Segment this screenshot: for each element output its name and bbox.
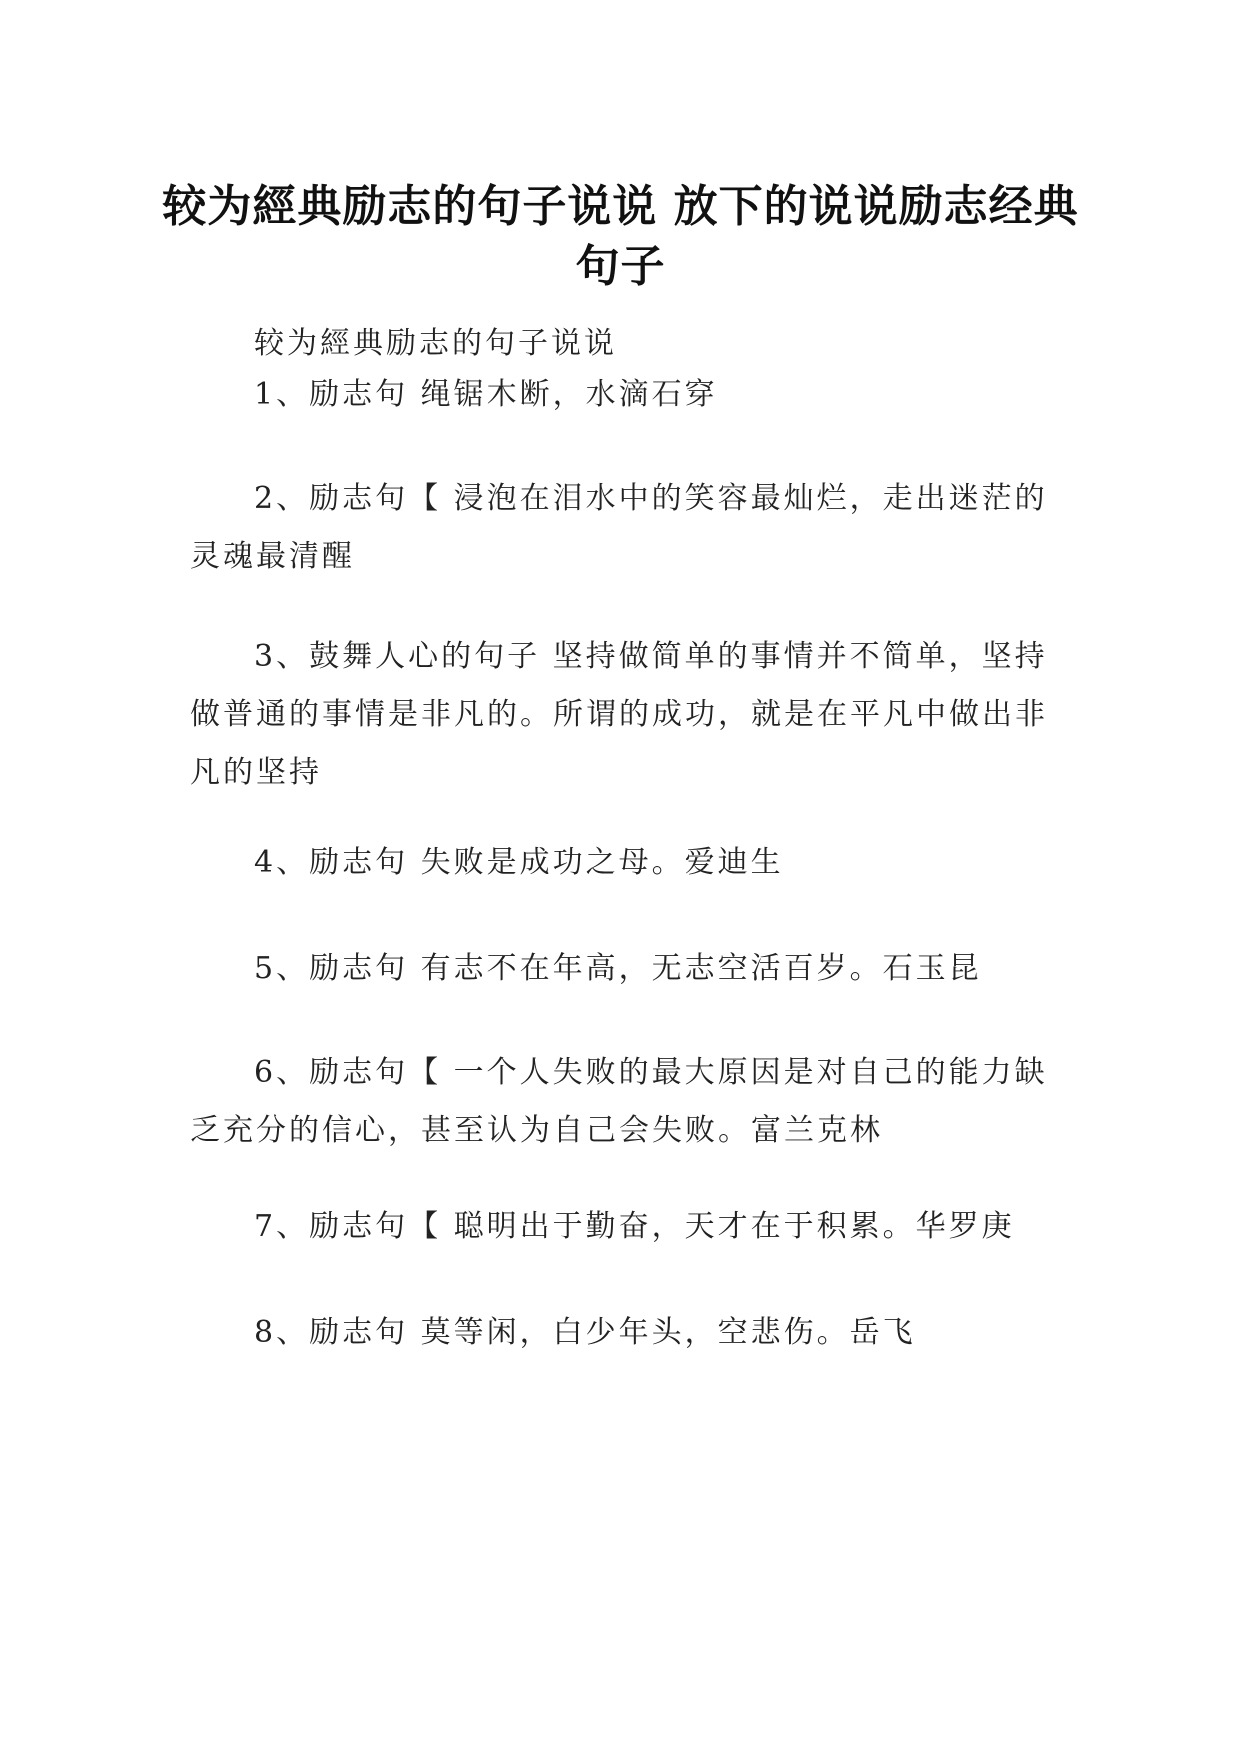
intro-line: 较为經典励志的句子说说 — [254, 326, 617, 361]
list-item-5: 5、励志句 有志不在年高，无志空活百岁。石玉昆 — [254, 951, 982, 986]
list-item-6: 6、励志句【 一个人失败的最大原因是对自己的能力缺乏充分的信心，甚至认为自己会失败。富兰克林 — [190, 1055, 1048, 1148]
document-title: 较为經典励志的句子说说 放下的说说励志经典句子 — [162, 181, 1079, 293]
list-item-8: 8、励志句 莫等闲，白少年头，空悲伤。岳飞 — [254, 1315, 916, 1350]
list-item-7: 7、励志句【 聪明出于勤奋，天才在于积累。华罗庚 — [254, 1209, 1015, 1244]
list-item-3: 3、鼓舞人心的句子 坚持做简单的事情并不简单，坚持做普通的事情是非凡的。所谓的成功，就是在平凡中做出非凡的坚持 — [190, 639, 1048, 790]
list-item-2: 2、励志句【 浸泡在泪水中的笑容最灿烂，走出迷茫的灵魂最清醒 — [190, 481, 1048, 574]
list-item-1: 1、励志句 绳锯木断，水滴石穿 — [254, 377, 718, 412]
list-item-4: 4、励志句 失败是成功之母。爱迪生 — [254, 845, 784, 880]
